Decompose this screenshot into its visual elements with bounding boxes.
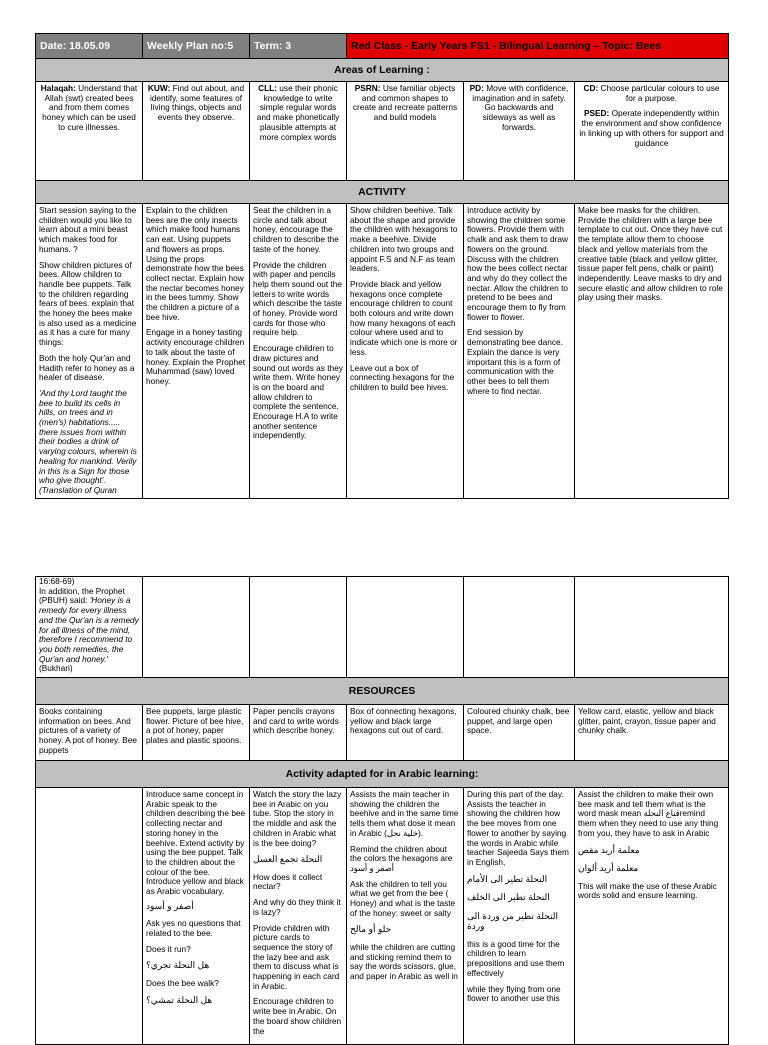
continued-col3 [250,577,347,678]
areas-title: Areas of Learning : [36,59,729,82]
arabic-col6-p2: This will make the use of these Arabic words solid and ensure learning. [578,880,717,901]
arabic-col3-p4: Provide children with picture cards to sequence the story of the lazy bee and ask them to discuss what is happening in each card in Arabic. [253,922,340,991]
activity-col3-p3: Encourage children to draw pictures and sound out words as they write them. Write honey is on the board and allow children to complete the sentence. Encourage H.A to write another sentence independently. [253,343,343,441]
continued-col5 [464,577,575,678]
activity-col1 [36,204,143,499]
cll-text: use their phonic knowledge to write simple regular words and make phonetically plausible attempts at more complex words [256,83,340,142]
arabic-title: Activity adapted for in Arabic learning: [36,761,729,788]
arabic-col3-ar1: النحلة تجمع العسل [253,854,323,865]
arabic-col4-ar1: حلو أو مالح [350,924,392,935]
arabic-col2-p1: Introduce same concept in Arabic speak to the children describing the bee collecting nectar and storing honey in the beehive. Extend activity by using the bee puppet. Talk to the children about the colour of the bee. Introduce yellow and black as Arabic vocabulary. [146,789,246,897]
arabic-col6-p1-ar: قناع النحلة [643,808,680,819]
continued-row [36,577,729,678]
continued-source: (Bukhari) [39,663,73,674]
continued-intro: In addition, the Prophet (PBUH) said: [39,585,125,606]
activity-col4-p1: Show children beehive. Talk about the shape and provide the children with hexagons to make a beehive. Divide children into two groups and appoint F.S and N.F as team leaders. [350,205,458,274]
plan-table-page1 [35,33,729,499]
pd-cell [464,82,575,181]
header-row [36,34,729,59]
arabic-col5-ar1: النحلة تطير الى الأمام [467,873,548,884]
cd-text: Choose particular colours to use for a purpose. [598,83,720,103]
plan-table-page2 [35,576,729,1045]
resource-col1: Books containing information on bees. And pictures of a variety of honey. A pot of honey. Bee puppets [36,705,143,761]
cll-cell [250,82,347,181]
arabic-col5-p3: while they flying from one flower to another use this [467,983,561,1004]
arabic-col4-p2-wrap [350,845,460,874]
arabic-col5-ar2: النحلة تطير الى الخلف [467,892,550,903]
arabic-col2-p2: Ask yes no questions that related to the bee. [146,918,241,938]
arabic-col3 [250,788,347,1045]
arabic-col2-p4: Does the bee walk? [146,977,219,988]
areas-band [36,59,729,82]
arabic-col3-p1: Watch the story the lazy bee in Arabic on you tube. Stop the story in the middle and ask the children in Arabic what is the bee doing? [253,789,342,848]
arabic-col6-ar1: معلمة أريد مقص [578,844,640,855]
arabic-col3-p3: And why do they think it is lazy? [253,897,341,917]
resource-col2: Bee puppets, large plastic flower. Picture of bee hive, a pot of honey, paper plates and plastic spoons. [143,705,250,761]
continued-col6 [575,577,729,678]
arabic-col5 [464,788,575,1045]
halaqah-text: Understand that Allah (swt) created bees and from them comes honey which can be used to cure illnesses. [42,83,138,132]
arabic-col2-ar3: هل النحلة تمشي؟ [146,994,213,1005]
pd-text: Move with confidence, imagination and in safety. Go backwards and sideways as well as forwards. [472,83,569,132]
areas-row [36,82,729,181]
resources-title: RESOURCES [36,678,729,705]
continued-col4 [347,577,464,678]
activity-col1-p3: Both the holy Qur'an and Hadith refer to honey as a healer of disease. [39,352,135,383]
kuw-label: KUW: [147,83,171,93]
halaqah-label: Halaqah: [40,83,76,93]
activity-col1-quote: 'And thy Lord taught the bee to build its cells in hills, on trees and in (men's) habitations..... there issues from within their bodies a drink of varying colours, wherein is healing for mankind. Verily in this is a Sign for those who give thought'. [39,387,137,486]
activity-col3 [250,204,347,499]
arabic-col5-p1: During this part of the day. Assists the teacher in showing the children how the bee moves from one flower to another by saying the words in Arabic while teacher Sajeeda Says them in English, [467,789,569,867]
arabic-col4 [347,788,464,1045]
term-cell: Term: 3 [250,34,347,59]
psed-label: PSED: [583,108,610,119]
continued-col1 [36,577,143,678]
activity-col6 [575,204,729,499]
arabic-col6-p1b: remind them when they need to use any thing from you, they have to ask in Arabic [578,808,719,838]
cd-label: CD: [583,83,599,93]
arabic-col6-p1 [578,790,725,839]
activity-band [36,181,729,204]
arabic-col4-p3: Ask the children to tell you what we get from the bee ( Honey) and what is the taste of the honey: sweet or salty [350,878,456,918]
activity-col6-p1: Make bee masks for the children. Provide the children with a large bee template to cut out. Once they have cut the template allow them to choose black and yellow materials from the creative table (black and yellow glitter, tissue paper felt pens, chalk or paint) independently. Leave masks to dry and secure elastic and allow children to role play using their masks. [578,205,723,303]
activity-col2-p2: Engage in a honey tasting activity encourage children to talk about the taste of honey. Explain the Prophet Muhammad (saw) loved honey. [146,327,246,386]
cd-psed-cell [575,82,729,181]
continued-col2 [143,577,250,678]
activity-col2-p1: Explain to the children bees are the only insects which make food humans can eat. Using puppets and flowers as props. Using the props demonstrate how the bees collect nectar. Explain how the nectar becomes honey in the bees tummy. Show the children a picture of a bee hive. [146,205,244,322]
activity-col5-p1: Introduce activity by showing the children some flowers. Provide them with chalk and ask them to draw flowers on the ground. Discuss with the children how the bees collect nectar and why do they collect the nectar. Allow the children to pretend to be bees and encourage them to fly from flower to flower. [467,205,569,322]
activity-col1-p1: Start session saying to the children would you like to learn about a mini beast which makes food for humans. ? [39,205,137,254]
psrn-cell [347,82,464,181]
arabic-col2-p3: Does it run? [146,943,191,954]
arabic-col2-ar1: أصفر و أسود [146,900,194,911]
activity-col1-p5: (Translation of Quran [39,484,117,495]
arabic-col2-ar2: هل النحلة تجري؟ [146,960,210,971]
activity-col4-p3: Leave out a box of connecting hexagons for the children to build bee hives. [350,362,455,392]
halaqah-cell [36,82,143,181]
arabic-col5-p2: this is a good time for the children to learn prepositions and use them effectively [467,938,565,978]
activity-col4-p2: Provide black and yellow hexagons once complete encourage children to count both colours and write down how many hexagons of each colour where used and to indicate which one is more or less. [350,278,458,357]
arabic-col6-ar2: معلمة أريد ألوان [578,863,639,874]
activity-col5 [464,204,575,499]
class-topic-cell: Red Class - Early Years FS1 - Bilingual Learning – Topic: Bees [347,34,729,59]
activity-row [36,204,729,499]
activity-title: ACTIVITY [36,181,729,204]
activity-col2 [143,204,250,499]
arabic-col4-ar-inline: أصفر و أسود [350,862,394,873]
arabic-col4-p4: while the children are cutting and sticking remind them to say the words scissors, glue, and paper in Arabic as well in [350,941,458,982]
activity-col4 [347,204,464,499]
arabic-row [36,788,729,1045]
resource-col4: Box of connecting hexagons, yellow and black large hexagons cut out of card. [347,705,464,761]
arabic-col1 [36,788,143,1045]
continued-ref: 16:68-69) [39,576,75,586]
date-cell: Date: 18.05.09 [36,34,143,59]
resource-col3: Paper pencils crayons and card to write words which describe honey. [250,705,347,761]
resource-col6: Yellow card, elastic, yellow and black glitter, paint, crayon, tissue paper and chunky chalk. [575,705,729,761]
kuw-text: Find out about, and identify, some features of living things, objects and events they observe. [149,83,245,123]
continued-hadith: 'Honey is a remedy for every illness and the Qur'an is a remedy for all illness of the mind, therefore I recommend to you both remedies, the Qur'an and honey.' [39,595,139,664]
arabic-col3-p2: How does it collect nectar? [253,871,323,892]
activity-col3-p1: Seat the children in a circle and talk about honey, encourage the children to describe the taste of the honey. [253,205,339,254]
arabic-col2 [143,788,250,1045]
arabic-band [36,761,729,788]
activity-col3-p2: Provide the children with paper and pencils help them sound out the letters to write words which describe the taste of honey. Provide word cards for those who require help. [253,259,343,338]
psed-text: Operate independently within the environment and show confidence in linking up with others for support and guidance [579,108,724,148]
kuw-cell [143,82,250,181]
pd-label: PD: [469,83,484,93]
resource-col5: Coloured chunky chalk, bee puppet, and large open space. [464,705,575,761]
activity-col1-p2: Show children pictures of bees. Allow children to handle bee puppets. Talk to the children regarding fears of bees. explain that the honey the bees make is also used as a medicine as it has a cure for many things: [39,259,137,348]
arabic-col3-p5: Encourage children to write bee in Arabic. On the board show children the [253,996,342,1036]
arabic-col4-p1: Assists the main teacher in showing the children the beehive and in the same time tells them what dose it mean in Arabic (خلية نحل). [350,789,459,838]
activity-col5-p2: End session by demonstrating bee dance. Explain the dance is very important this is a form of communication with the other bees to tell them where to find nectar. [467,327,563,396]
arabic-col6 [575,788,729,1045]
cll-label: CLL: [258,83,277,93]
resources-row [36,705,729,761]
arabic-col6-p1a: Assist the children to make their own bee mask and tell them what is the word mask mean [578,789,714,819]
weekly-plan-cell: Weekly Plan no:5 [143,34,250,59]
psrn-text: Use familiar objects and common shapes to create and recreate patterns and build models [352,83,458,123]
arabic-col4-p2: Remind the children about the colors the hexagons are [350,843,453,864]
psrn-label: PSRN: [354,83,381,93]
arabic-col5-ar3: النحلة تطير من وردة الى وردة [467,910,558,932]
resources-band [36,678,729,705]
